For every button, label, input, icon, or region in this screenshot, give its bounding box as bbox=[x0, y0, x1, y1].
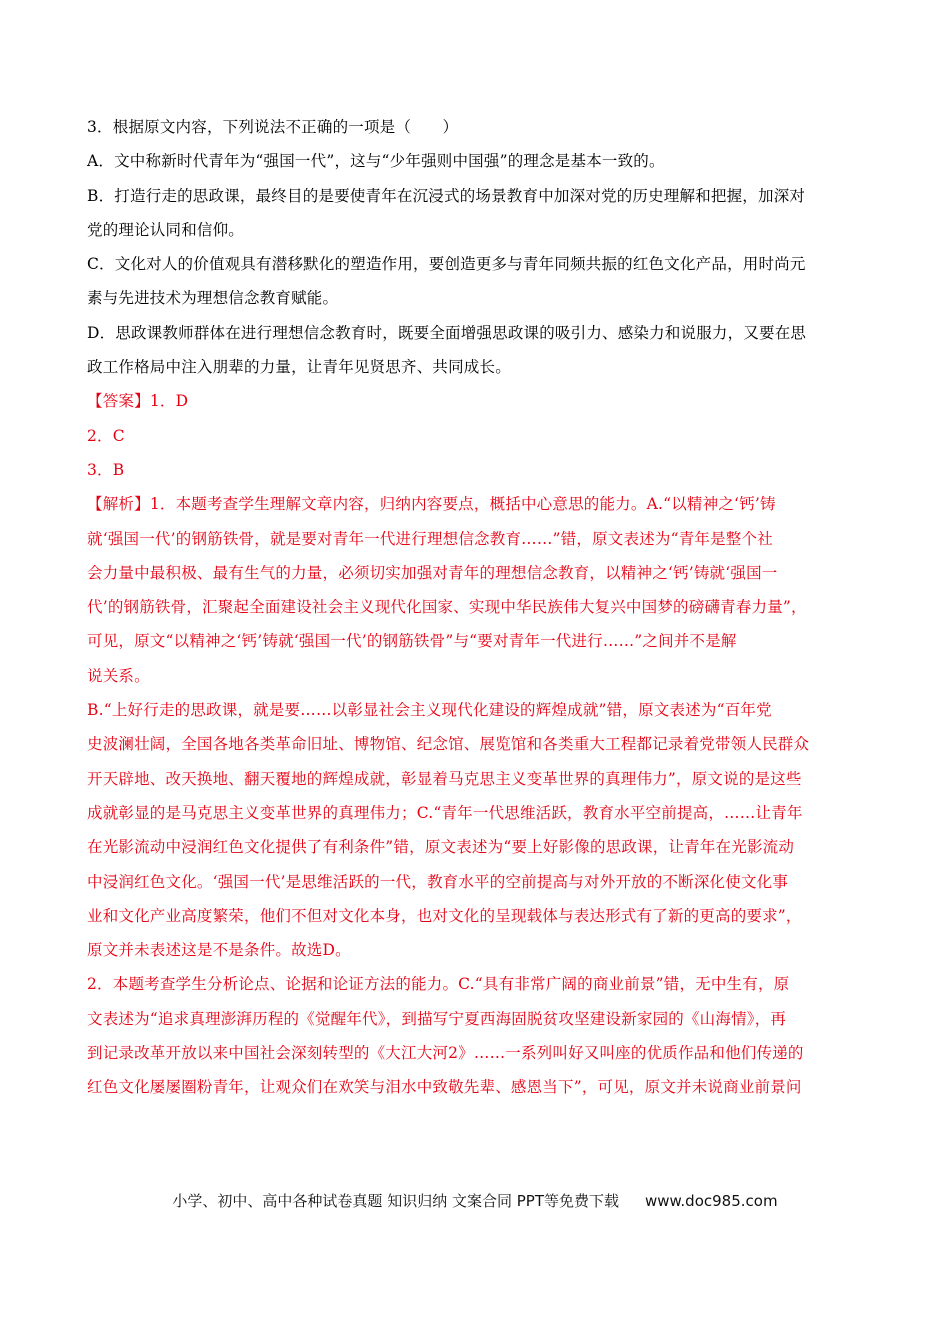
analysis-line-2: 就‘强国一代’的钢筋铁骨，就是要对青年一代进行理想信念教育……”错，原文表述为“青年是整个社 bbox=[87, 529, 773, 548]
option-c-line-1: C．文化对人的价值观具有潜移默化的塑造作用，要创造更多与青年同频共振的红色文化产品，用时尚元 bbox=[87, 255, 806, 274]
analysis-line-3: 会力量中最积极、最有生气的力量，必须切实加强对青年的理想信念教育，以精神之‘钙’铸就‘强国一 bbox=[87, 563, 778, 582]
answer-line-1 bbox=[87, 386, 873, 420]
option-d-line-1: D．思政课教师群体在进行理想信念教育时，既要全面增强思政课的吸引力、感染力和说服力，又要在思 bbox=[87, 323, 807, 342]
analysis-line-1 bbox=[87, 489, 873, 523]
analysis-line-6: 说关系。 bbox=[87, 666, 150, 685]
analysis-line-4: 代’的钢筋铁骨，汇聚起全面建设社会主义现代化国家、实现中华民族伟大复兴中国梦的磅礴青春力量”， bbox=[87, 598, 807, 617]
answer-3: 3．B bbox=[87, 460, 125, 479]
option-d-line-2: 政工作格局中注入朋辈的力量，让青年见贤思齐、共同成长。 bbox=[87, 358, 511, 377]
analysis-label: 【解析】 bbox=[87, 495, 150, 514]
answer-1: 1．D bbox=[149, 392, 189, 411]
analysis-line-14: 原文并未表述这是不是条件。故选D。 bbox=[87, 941, 351, 960]
question-stem: 3．根据原文内容，下列说法不正确的一项是（ ） bbox=[87, 118, 459, 136]
analysis-line-18: 红色文化屡屡圈粉青年，让观众们在欢笑与泪水中致敬先辈、感恩当下”，可见，原文并未说商业前景问 bbox=[87, 1078, 802, 1097]
analysis-line-12: 中浸润红色文化。‘强国一代’是思维活跃的一代，教育水平的空前提高与对外开放的不断深化使文化事 bbox=[87, 872, 789, 891]
analysis-text-1: 1．本题考查学生理解文章内容，归纳内容要点，概括中心意思的能力。A.“以精神之‘钙’铸 bbox=[149, 495, 776, 514]
analysis-line-8: 史波澜壮阔，全国各地各类革命旧址、博物馆、纪念馆、展览馆和各类重大工程都记录着党带领人民群众 bbox=[87, 735, 810, 754]
analysis-line-17: 到记录改革开放以来中国社会深刻转型的《大江大河2》……一系列叫好又叫座的优质作品和他们传递的 bbox=[87, 1044, 804, 1063]
analysis-line-16: 文表述为“追求真理澎湃历程的《觉醒年代》，到描写宁夏西海固脱贫攻坚建设新家园的《山海情》，再 bbox=[87, 1009, 787, 1028]
option-a: A．文中称新时代青年为“强国一代”，这与“少年强则中国强”的理念是基本一致的。 bbox=[87, 152, 665, 171]
answer-label: 【答案】 bbox=[87, 392, 150, 411]
footer-url-link[interactable]: www.doc985.com bbox=[644, 1192, 778, 1210]
page-footer bbox=[0, 1190, 950, 1211]
option-b-line-2: 党的理论认同和信仰。 bbox=[87, 220, 245, 239]
analysis-line-5: 可见，原文“以精神之‘钙’铸就‘强国一代’的钢筋铁骨”与“要对青年一代进行……”之间并不是解 bbox=[87, 632, 737, 651]
analysis-line-9: 开天辟地、改天换地、翻天覆地的辉煌成就，彰显着马克思主义变革世界的真理伟力”，原文说的是这些 bbox=[87, 769, 802, 788]
content bbox=[87, 112, 873, 1107]
option-b-line-1: B．打造行走的思政课，最终目的是要使青年在沉浸式的场景教育中加深对党的历史理解和把握，加深对 bbox=[87, 186, 806, 205]
footer-text: 小学、初中、高中各种试卷真题 知识归纳 文案合同 PPT等免费下载 bbox=[172, 1192, 619, 1210]
analysis-line-15: 2．本题考查学生分析论点、论据和论证方法的能力。C.“具有非常广阔的商业前景”错，无中生有，原 bbox=[87, 975, 790, 994]
analysis-line-13: 业和文化产业高度繁荣，他们不但对文化本身，也对文化的呈现载体与表达形式有了新的更高的要求”， bbox=[87, 906, 802, 925]
answer-2: 2．C bbox=[87, 426, 125, 445]
analysis-line-7: B.“上好行走的思政课，就是要……以彰显社会主义现代化建设的辉煌成就”错，原文表述为“百年党 bbox=[87, 701, 772, 720]
analysis-line-10: 成就彰显的是马克思主义变革世界的真理伟力；C.“青年一代思维活跃，教育水平空前提高，……让青年 bbox=[87, 803, 803, 822]
analysis-line-11: 在光影流动中浸润红色文化提供了有利条件”错，原文表述为“要上好影像的思政课，让青年在光影流动 bbox=[87, 838, 795, 857]
option-c-line-2: 素与先进技术为理想信念教育赋能。 bbox=[87, 289, 339, 308]
